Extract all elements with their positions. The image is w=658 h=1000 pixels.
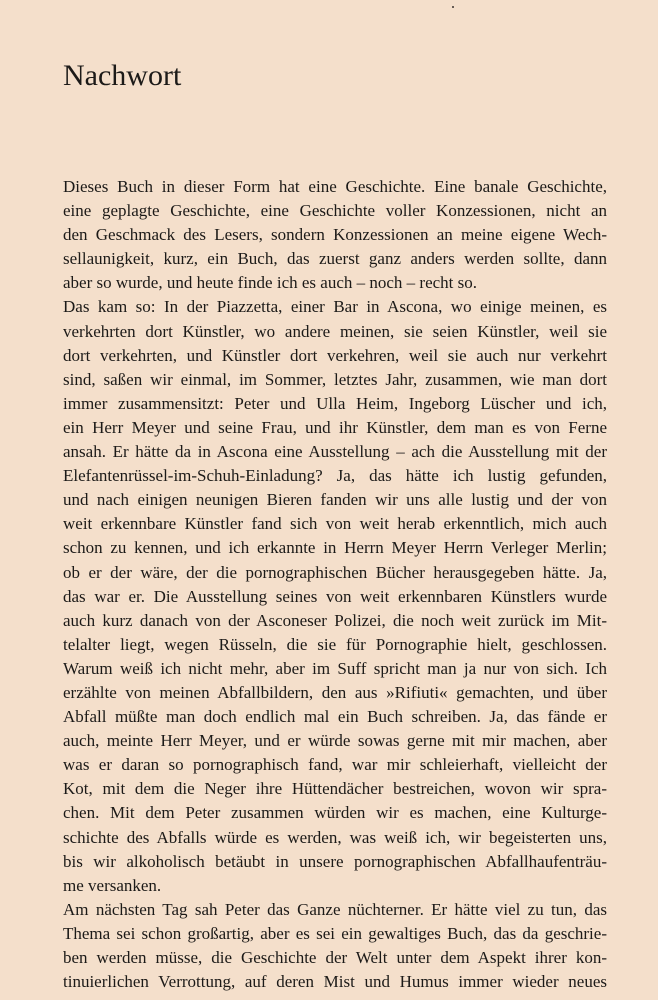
text-line: Elefantenrüssel-im-Schuh-Einladung? Ja, das hätte ich lustig gefunden, (63, 466, 607, 486)
paragraph (63, 175, 607, 295)
text-line: Kot, mit dem die Neger ihre Hüttendächer bestreichen, wovon wir spra- (63, 779, 607, 799)
text-line: schichte des Abfalls würde es werden, was weiß ich, wir begeisterten uns, (63, 827, 607, 847)
text-line: aber so wurde, und heute finde ich es auch – noch – recht so. (63, 273, 478, 293)
paragraph (63, 898, 607, 994)
text-line: sind, saßen wir einmal, im Sommer, letztes Jahr, zusammen, wie man dort (63, 369, 607, 389)
print-speck (452, 6, 454, 8)
chapter-body (63, 175, 607, 994)
text-line: sellaunigkeit, kurz, ein Buch, das zuerst ganz anders werden sollte, dann (63, 249, 607, 269)
text-line: schon zu kennen, und ich erkannte in Herrn Meyer Herrn Verleger Merlin; (63, 538, 607, 558)
text-line: Thema sei schon großartig, aber es sei ein gewaltiges Buch, das da geschrie- (63, 923, 607, 943)
text-line: chen. Mit dem Peter zusammen würden wir es machen, eine Kulturge- (63, 803, 607, 823)
text-line: bis wir alkoholisch betäubt in unsere pornographischen Abfallhaufenträu- (63, 851, 607, 871)
paragraph (63, 295, 607, 897)
chapter-title: Nachwort (63, 59, 182, 92)
text-line: Dieses Buch in dieser Form hat eine Geschichte. Eine banale Geschichte, (63, 177, 607, 196)
text-line: das war er. Die Ausstellung seines von weit erkennbaren Künstlers wurde (63, 586, 607, 606)
text-line: auch, meinte Herr Meyer, und er würde sowas gerne mit mir machen, aber (63, 731, 607, 751)
text-line: Abfall müßte man doch endlich mal ein Buch schreiben. Ja, das fände er (63, 707, 607, 727)
text-line: auch kurz danach von der Asconeser Polizei, die noch weit zurück im Mit- (63, 610, 607, 630)
text-line: und nach einigen neunigen Bieren fanden wir uns alle lustig und der von (63, 490, 607, 510)
text-line: Am nächsten Tag sah Peter das Ganze nüchterner. Er hätte viel zu tun, das (63, 899, 607, 919)
text-line: den Geschmack des Lesers, sondern Konzessionen an meine eigene Wech- (63, 225, 607, 245)
text-line: Das kam so: In der Piazzetta, einer Bar in Ascona, wo einige meinen, es (63, 297, 607, 317)
text-line: ansah. Er hätte da in Ascona eine Ausstellung – ach die Ausstellung mit der (63, 442, 607, 462)
text-line: ob er der wäre, der die pornographischen Bücher herausgegeben hätte. Ja, (63, 562, 607, 582)
text-line: was er daran so pornographisch fand, war mir schleierhaft, vielleicht der (63, 755, 607, 775)
text-line: verkehrten dort Künstler, wo andere meinen, sie seien Künstler, weil sie (63, 321, 607, 341)
text-line: me versanken. (63, 875, 162, 895)
text-line: erzählte von meinen Abfallbildern, den aus »Rifiuti« gemachten, und über (63, 682, 607, 702)
text-line: immer zusammensitzt: Peter und Ulla Heim, Ingeborg Lüscher und ich, (63, 393, 607, 413)
text-line: tinuierlichen Verrottung, auf deren Mist und Humus immer wieder neues (63, 972, 607, 992)
text-line: ben werden müsse, die Geschichte der Welt unter dem Aspekt ihrer kon- (63, 948, 607, 967)
text-line: Warum weiß ich nicht mehr, aber im Suff spricht man ja nur von sich. Ich (63, 658, 607, 678)
text-line: telalter liegt, wegen Rüsseln, die sie für Pornographie hielt, geschlossen. (63, 634, 607, 654)
text-line: eine geplagte Geschichte, eine Geschichte voller Konzessionen, nicht an (63, 201, 607, 221)
text-line: dort verkehrten, und Künstler dort verkehren, weil sie auch nur verkehrt (63, 345, 607, 365)
text-line: weit erkennbare Künstler fand sich von weit herab erkenntlich, mich auch (63, 514, 607, 534)
text-line: ein Herr Meyer und seine Frau, und ihr Künstler, dem man es von Ferne (63, 417, 607, 437)
